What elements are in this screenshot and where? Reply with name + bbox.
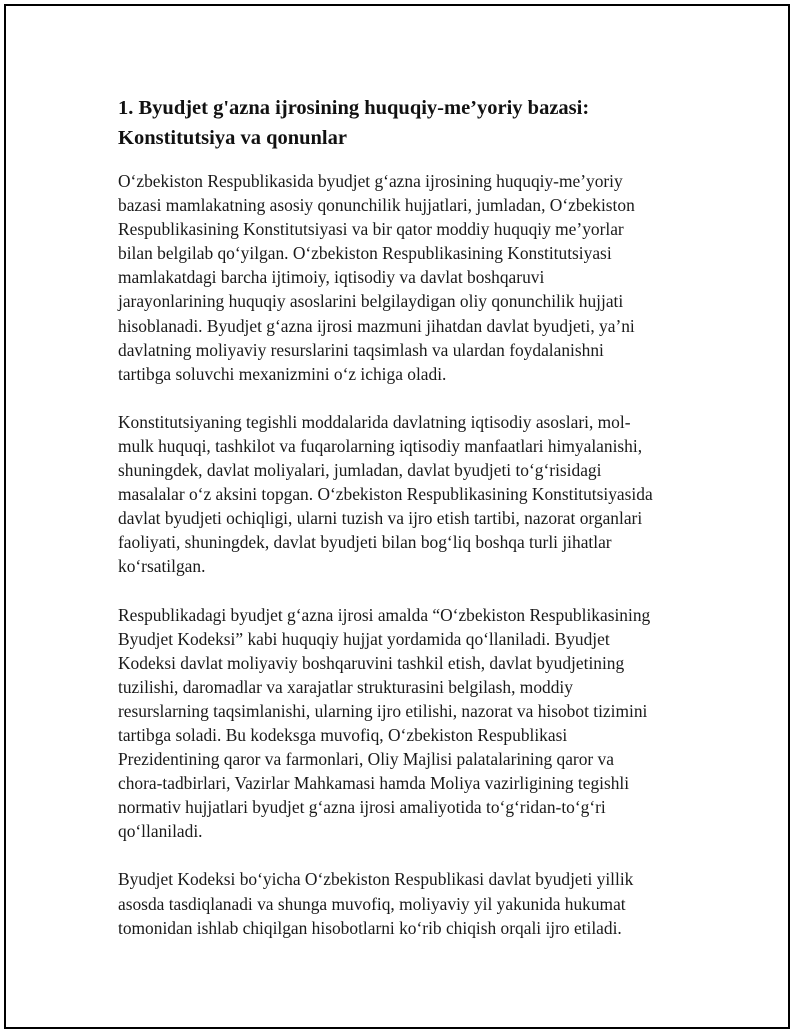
paragraph-3: Respublikadagi byudjet g‘azna ijrosi amalda “O‘zbekiston Respublikasining Byudjet Kodeksi” kabi huquqiy hujjat yordamida qo‘llaniladi. Byudjet Kodeksi davlat moliyaviy boshqaruvini tashkil etish, davlat byudjetining tuzilishi, daromadlar va xarajatlar strukturasini belgilash, moddiy resurslarning taqsimlanishi, ularning ijro etilishi, nazorat va hisobot tizimini tartibga soladi. Bu kodeksga muvofiq, O‘zbekiston Respublikasi Prezidentining qaror va farmonlari, Oliy Majlisi palatalarining qaror va chora-tadbirlari, Vazirlar Mahkamasi hamda Moliya vazirligining tegishli normativ hujjatlari byudjet g‘azna ijrosi amaliyotida to‘g‘ridan-to‘g‘ri qo‘llaniladi. xyxy=(118,604,651,842)
paragraph-2: Konstitutsiyaning tegishli moddalarida davlatning iqtisodiy asoslari, mol- mulk huquqi, tashkilot va fuqarolarning iqtisodiy manfaatlari himyalanishi, shuningdek, davlat moliyalari, jumladan, davlat byudjeti to‘g‘risidagi masalalar o‘z aksini topgan. O‘zbekiston Respublikasining Konstitutsiyasida davlat byudjeti ochiqligi, ularni tuzish va ijro etish tartibi, nazorat organlari faoliyati, shuningdek, davlat byudjeti bilan bog‘liq boshqa turli jihatlar ko‘rsatilgan. xyxy=(118,411,653,577)
document-body xyxy=(118,93,690,964)
section-heading: 1. Byudjet g'azna ijrosining huquqiy-me’yoriy bazasi: Konstitutsiya va qonunlar xyxy=(118,97,590,149)
paragraph-4: Byudjet Kodeksi bo‘yicha O‘zbekiston Respublikasi davlat byudjeti yillik asosda tasdiqlanadi va shunga muvofiq, moliyaviy yil yakunida hukumat tomonidan ishlab chiqilgan hisobotlarni ko‘rib chiqish orqali ijro etiladi. xyxy=(118,869,634,938)
paragraph-1: O‘zbekiston Respublikasida byudjet g‘azna ijrosining huquqiy-me’yoriy bazasi mamlakatning asosiy qonunchilik hujjatlari, jumladan, O‘zbekiston Respublikasining Konstitutsiyasi va bir qator moddiy huquqiy me’yorlar bilan belgilab qo‘yilgan. O‘zbekiston Respublikasining Konstitutsiyasi mamlakatdagi barcha ijtimoiy, iqtisodiy va davlat boshqaruvi jarayonlarining huquqiy asoslarini belgilaydigan oliy qonunchilik hujjati hisoblanadi. Byudjet g‘azna ijrosi mazmuni jihatdan davlat byudjeti, ya’ni davlatning moliyaviy resurslarini taqsimlash va ulardan foydalanishni tartibga soluvchi mexanizmini o‘z ichiga oladi. xyxy=(118,171,635,384)
